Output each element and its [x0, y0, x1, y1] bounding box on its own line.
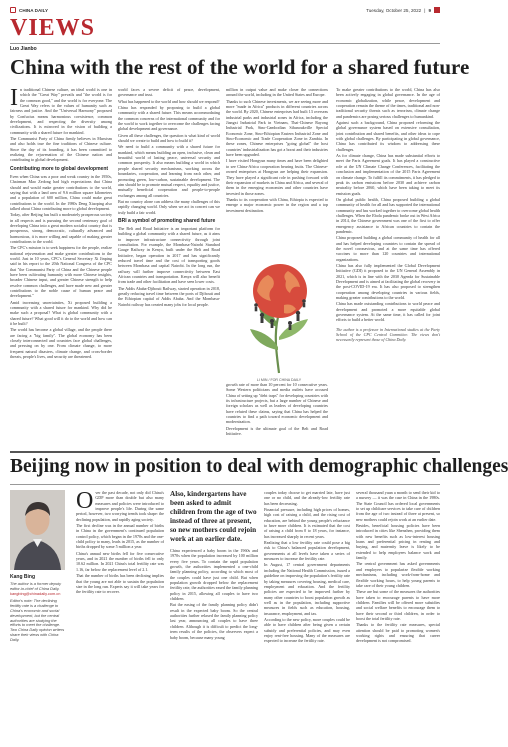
paragraph: several thousand yuan a month to send their kid to a nursery — it was the case in China in the 1980s. The State Council has ordered local governments to set up childcare services to take care of children from the age of two instead of three at present, so new mothers could rejoin work at an earlier date.	[356, 490, 440, 522]
paragraph: That the number of births has been declining implies that the young are not able to sustain the population size in the long run. Experts say it will take years for the fertility rate to recover.	[76, 573, 164, 595]
drop-cap: I	[10, 85, 18, 111]
subhead: BRI a symbol of promoting shared future	[118, 217, 216, 224]
article-column-4	[336, 87, 440, 447]
paragraph: To make greater contributions to the world, China has also been actively engaging in global governance. In the age of economic globalization, while peace, development and cooperation remain the theme of the times, traditional and non-traditional security threats such as terrorism, climate change and pandemics are posing serious challenges to humankind.	[336, 87, 440, 119]
paragraph: We need to build a community with a shared future for mankind, which means building an open, inclusive, clean and beautiful world of lasting peace, universal security and common prosperity. It also means building a world in which people shared security mechanisms, working across the boundaries, cooperation, and learning from each other, and promoting green, low-carbon, sustainable development. The aim should be to promote mutual respect, equality and justice, mutually beneficial cooperation and people-to-people exchanges among all countries.	[118, 144, 220, 198]
date-line	[366, 7, 440, 13]
author-portrait-icon	[10, 490, 65, 570]
drop-cap: O	[76, 488, 94, 514]
paragraph: The world has become a global village, and the people there are facing a "big family". The global economy has been closely interconnected and countries face global challenges, and pressing on by one. From climate change, to more frequent natural disasters, climate change, and cross-border threats, people's lives, and security are threatened.	[10, 327, 112, 360]
paragraph: Amid increasing uncertainties, Xi proposed building a community with a shared future for mankind. Why did he make such a proposal? What is global community with a shared future? What good will it do to the world and how can it be built?	[10, 299, 112, 327]
headline: China with the rest of the world for a shared future	[10, 55, 470, 79]
paragraph: Financial pressure, including high prices of homes, high cost of raising a child, and the rising cost of education, are behind the young people's reluctance to have more children. It is estimated that the cost of raising a child from 0 to 18 years, for instance, has increased sharply in recent years.	[264, 507, 350, 539]
article2-column-4	[356, 490, 440, 740]
author-email-link[interactable]: kangbing@chinadaily.com.cn	[10, 590, 61, 596]
editor-note: Editor's note: The declining fertility rate is a challenge to China's economic and social development, but the central authorities are studying the efforts to meet the challenge. Two China Daily opinion writers share their views with China Daily.	[10, 598, 65, 642]
illustration	[232, 255, 326, 375]
paragraph: ver the past decade, not only did China's GDP more than double but also many measures and policies were introduced to improve people's life. During the same period, however, two worrying trends took shape: the declining population, and rapidly aging society.	[76, 490, 164, 522]
paragraph: Besides, beneficial housing policies have been introduced in cities like Shenzhen, providing them with new benefits such as low-interest housing loans and preferential pricing in renting and buying, and maternity leave is likely to be extended to help employees balance work and family.	[356, 523, 440, 561]
paragraph: couples today choose to get married late, have just one or no child, and the already-low fertility rate has been decreasing.	[264, 490, 350, 506]
masthead-label: CHINA DAILY	[19, 7, 49, 13]
paragraph: The central government has asked governments and employers to popularize flexible working mechanisms, including work-from-home and flexible working hours, to help young parents to take care of their young children.	[356, 561, 440, 588]
divider	[10, 43, 440, 44]
paragraph: In August, 17 central government departments including the National Health Commission, issued a guideline on improving the population's fertility rate by taking measures covering housing, medical care, employment and education. And the fertility policies are expected to be improved further by many other countries to boost population growth as well as in the population, including supportive measures in fields such as education, housing, insurance, employment, and tax.	[264, 562, 350, 616]
paragraph: China has responded by proposing to build a global community with a shared future. This means accommodating the common concerns of the international community and for the world to work together to overcome the challenges facing global development and governance.	[118, 105, 220, 132]
paragraph: These are but some of the measures the authorities have taken to encourage parents to have more children. Families will be offered more subsidies and social welfare benefits to encourage them to have their second or third children, in order to boost the total fertility rate.	[356, 589, 440, 621]
divider	[10, 484, 440, 485]
article2-column-2	[170, 490, 258, 740]
paragraph: Even when China was a poor and weak country in the 1950s, Chairman Mao Zedong had high expectations that China should and would make greater contributions to the world, saying that with a land area of 9.6 million square kilometers and a population of 600 million, China could make great contributions to the world. In the 1980s Deng Xiaoping also talked about China contributing more to global development.	[10, 173, 112, 211]
author-photo	[10, 490, 65, 570]
paragraph: According to the new policy, more couples could be able to have children after being given a certain subsidy and preferential policies, and may even enjoy rent-free housing. Many of the measures are expected to increase the fertility rate.	[264, 616, 350, 644]
paragraph: China experienced a baby boom in the 1960s and 1970s when the population increased by 100 million every five years. To contain the rapid population growth, the authorities implemented a one-child family planning policy, according to which most of the couples could have just one child. But when population growth dropped below the replacement fertility rate, the authorities eased the family planning policy in 2015, allowing all couples to have two children.	[170, 548, 258, 602]
paragraph: Thanks to such Chinese investments, we are seeing more and more "made in Africa" products in different countries across the world. By 2020, Chinese enterprises had built 13 overseas industrial parks and industrial zones in Africa, including the Jiangxi Industrial Park in Vietnam, Thai-Chinese Rayong Industrial Park, Sino-Cambodian Sihanoukville Special Economic Zone, Sino-Ethiopian Eastern Industrial Zone and Sino-Economic and Trade Cooperation Zone in Zambia. In these zones, Chinese enterprises "going global" the host countries' industrialization has got a boost and their industries have been upgraded.	[226, 98, 328, 158]
author-note: The author is a professor in International studies at the Party School of the CPC Central Committee. The views don't necessarily represent those of China Daily.	[336, 326, 440, 343]
paragraph: The Addis Ababa-Djibouti Railway, started operation in 2018, greatly reducing travel time between the ports of Djibouti and the Ethiopian capital of Addis Ababa. And the Mombasa-Nairobi railway has created many jobs for local people.	[118, 285, 220, 307]
page-number: 9	[428, 7, 431, 13]
paragraph: Against such a background, China proposed reforming the global governance system based on extensive consultation, joint contribution and shared benefits, and other ideas to cope with global challenges. By participating in global governance, China has contributed its wisdom to addressing these challenges.	[336, 120, 440, 152]
article2-column-3	[264, 490, 350, 740]
date-text: Tuesday, October 25, 2022	[366, 7, 422, 13]
page-header	[10, 5, 440, 15]
paragraph: growth rate of more than 10 percent for 10 consecutive years. Some Western politicians and media outlets have accused China of setting up "debt traps" for developing countries with its infrastructure projects, but a large number of Chinese and foreign scholars as well as leaders of developing countries have refuted these claims, saying that China has helped the countries to find a path toward economic development and modernization.	[226, 382, 328, 425]
paragraph: Thanks to the fertility rate measures, special attention should be paid to promoting women's working rights and ensuring that career development is not compromised.	[356, 622, 440, 644]
paragraph: million in output value and make closer the connections around the world, including in the United States and Europe.	[226, 87, 328, 98]
byline: Luo Jianbo	[10, 46, 37, 52]
paragraph: Development is the ultimate goal of the Belt and Road Initiative.	[226, 425, 328, 437]
paragraph: The Communist Party of China firmly believes in Marxism and also holds true the fine traditions of Chinese culture. Since the day of its founding, it has been committed to realizing the rejuvenation of the Chinese nation and contributing to global development.	[10, 136, 112, 163]
paragraph: China has made outstanding contributions to world peace and development and promoted a more equitable global governance system. At the same time, it has called for joint efforts to build a better world.	[336, 301, 440, 323]
author-name: Kang Bing	[10, 574, 35, 580]
section-title: VIEWS	[10, 15, 96, 41]
separator-icon: |	[424, 7, 426, 13]
paragraph: But the easing of the family planning policy didn't result in the expected baby boom. So the central authorities further relaxed the family planning policy last year, announcing all couples to have three children. Although it is difficult to predict the long-term results of the policies, the observers expect a baby boom, because many young	[170, 602, 258, 640]
paragraph: n traditional Chinese culture, an ideal world is one in which the "Great Way" prevails and "the world is for the common good," and the world is for everyone. The Great Way refers to the values of humanity such as fairness and justice. And the "Universal Harmony" proposed by Confucius means harmonious coexistence, common development, and respecting the diversity among civilizations. It is mirrored in the vision of building a community with a shared future for mankind.	[10, 87, 112, 135]
paragraph: What has happened to the world and how should we respond?	[118, 98, 220, 104]
photo-caption: LI MIN / FOR CHINA DAILY	[256, 378, 302, 382]
paragraph: Today, after Beijing has built a moderately prosperous society in all respects and is pursuing the second centenary goal of developing China into a great modern socialist country that is prosperous, strong, democratic, culturally advanced and harmonious, it is more willing and capable of making greater contributions to the world.	[10, 212, 112, 244]
paragraph: Given all these challenges, the question is what kind of world should we create to build and how to build it?	[118, 132, 220, 144]
paragraph: China has also fully implemented the Global Development Initiative (GDI) it proposed to the UN General Assembly in 2021, which is in line with the 2030 Agenda for Sustainable Development and is aimed at facilitating the global recovery in the post-COVID-19 era. It has also proposed to strengthen cooperation among developing countries in various fields, making greater contributions to the world.	[336, 263, 440, 301]
author-bio: The author is a former deputy editor-in-chief of China Daily.	[10, 581, 62, 591]
author-info	[10, 574, 66, 643]
article-column-3	[226, 87, 328, 252]
china-daily-logo-icon	[10, 7, 16, 13]
paragraph: The Belt and Road Initiative is an important platform for building a global community with a shared future, as it aims to improve infrastructure connectivity through joint consultation. For example, the Mombasa-Nairobi Standard Gauge Railway in Kenya, built under the Belt and Road Initiative, began operation in 2017 and has significantly reduced travel time and the cost of transporting goods between Mombasa and capital Nairobi. In the long run, the railway will further improve connectivity between East African countries and transportation. Kenya will also benefit from trade and other facilitation and have seen lower costs.	[118, 225, 220, 285]
paragraph: On global public health, China proposed building a global community of health for all and has supported the international community and has worked together to overcome global health challenges. When the Ebola pandemic broke out in West Africa in 2014, the Chinese government was one of the first to offer emergency assistance to African countries to contain the pandemic.	[336, 196, 440, 234]
article-column-3b	[226, 382, 328, 447]
paragraph: I have visited Hongyun many times and have been delighted to see China-Africa cooperation bearing fruits. The Chinese-owned enterprises at Hongyun are helping their expansion. They have played a significant role in pushing forward with their expansion of markets in China and Africa, and several of them in the emerging economies and other countries have invested in those zones.	[226, 158, 328, 196]
article-column-2	[118, 87, 220, 447]
article2-column-1	[76, 490, 164, 740]
subhead: Contributing more to global development	[10, 165, 109, 172]
paragraph: China's annual new births fell for five consecutive years, and in 2021 the number of births fell to only 10.62 million. In 2021 China's total fertility rate was 1.16, far below the replacement level of 2.1.	[76, 550, 164, 572]
paragraph: Thanks to its cooperation with China, Ethiopia is expected to emerge a major economic power in the region and a top investment destination.	[226, 196, 328, 213]
paragraph: Realizing that a low fertility rate could pose a big risk to China's balanced population development, governments at all levels have taken a series of measures to increase the fertility rate.	[264, 540, 350, 562]
paragraph: world faces a severe deficit of peace, development, governance and trust.	[118, 87, 220, 98]
pull-quote: Also, kindergartens have been asked to admit children from the age of two instead of three at present, so new mothers could rejoin work at an earlier date.	[170, 490, 257, 543]
paragraph: As for climate change, China has made substantial efforts to meet the Paris Agreement goals. It has played a constructive role at the UN Climate Change Conferences, facilitating the conclusion and implementation of the 2015 Paris Agreement on climate change. To fulfill its commitments, it has pledged to peak its carbon emissions before 2030 and achieve carbon neutrality before 2060, which have been taking to meet its emission goals.	[336, 153, 440, 196]
paragraph: But no country alone can address the many challenges of this rapidly changing world. Only when we act in concert can we truly build a fair world.	[118, 198, 220, 215]
paragraph: China proposed building a global community of health for all and has helped developing countries to contain the spread of the novel coronavirus, and at the same time has offered vaccines to more than 120 countries and international organizations.	[336, 235, 440, 262]
headline: Beijing now in position to deal with demographic challenges	[10, 456, 508, 477]
masthead	[10, 7, 48, 13]
divider	[10, 451, 440, 453]
article-column-1	[10, 87, 112, 447]
paragraph: The CPC's mission is to seek happiness for the people, realize national rejuvenation and make greater contributions to the world. Just in 10 years, CPC's General Secretary Xi Jinping said in his report to the 20th National Congress of the CPC that "the Communist Party of China and the Chinese people have been cultivating humanity with more Chinese insights, broader Chinese input, and greater Chinese strength to help resolve common challenges, and have made new and greater contributions to the noble cause of human peace and development."	[10, 245, 112, 299]
globe-plant-illustration-icon	[232, 255, 326, 375]
paragraph: The first decline was in the annual number of births in China in the government's continued population control policy, which began in the 1970s and the one-child policy to many, leads in 2015, as the number of births dropped by some 5 million a year.	[76, 523, 164, 550]
page-badge-icon	[434, 7, 440, 13]
